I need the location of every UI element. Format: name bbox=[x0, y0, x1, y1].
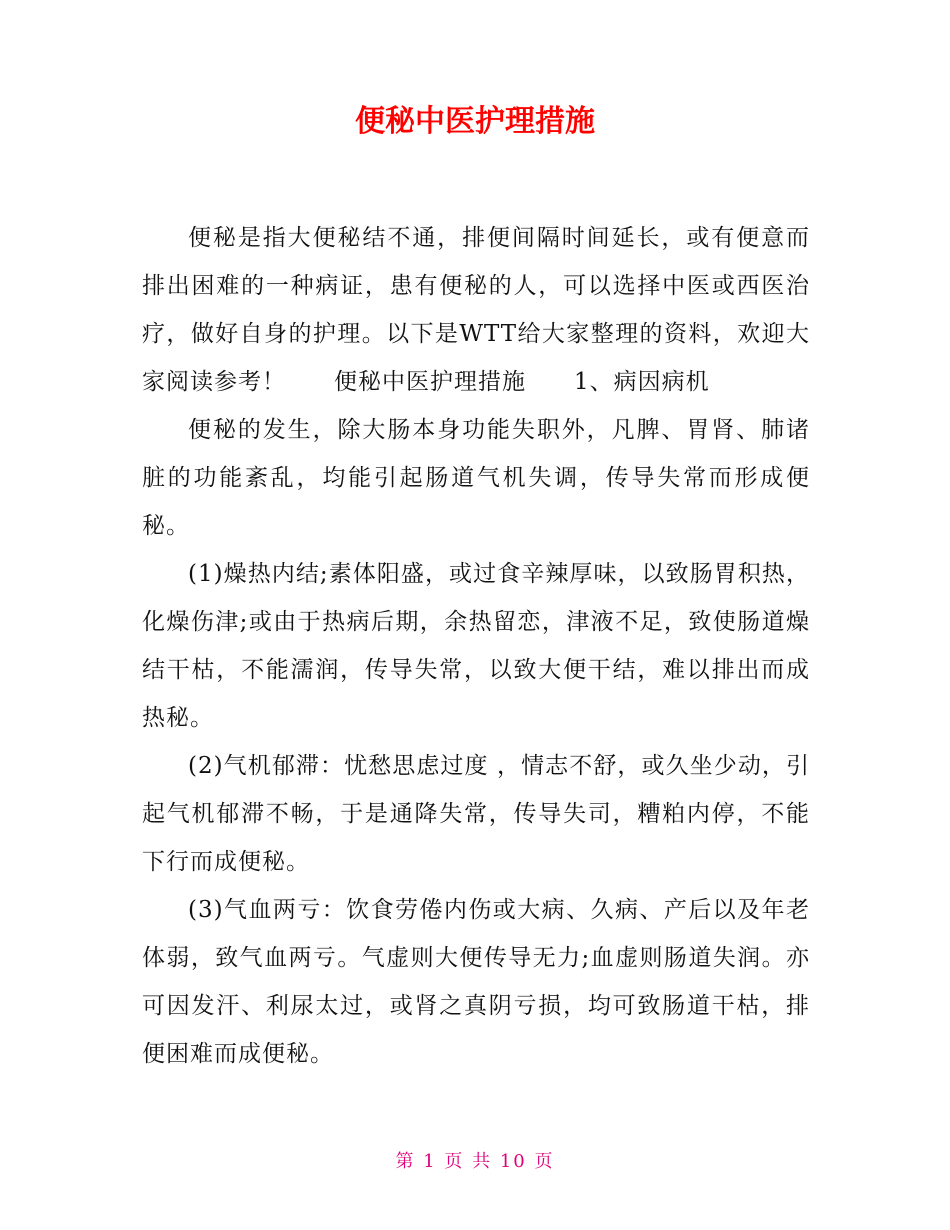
paragraph-intro: 便秘是指大便秘结不通，排便间隔时间延长，或有便意而排出困难的一种病证，患有便秘的人，可以选择中医或西医治疗，做好自身的护理。以下是WTT给大家整理的资料，欢迎大家阅读参考！ 便秘中医护理措施 1、病因病机 bbox=[142, 225, 810, 395]
paragraph-cause: 便秘的发生，除大肠本身功能失职外，凡脾、胃肾、肺诸脏的功能紊乱，均能引起肠道气机失调，传导失常而形成便秘。 bbox=[142, 417, 810, 539]
paragraph-qistagnation: (2)气机郁滞：忧愁思虑过度 ，情志不舒，或久坐少动，引起气机郁滞不畅，于是通降失常，传导失司，糟粕内停，不能下行而成便秘。 bbox=[142, 753, 810, 875]
paragraph-qiblooddeficiency: (3)气血两亏：饮食劳倦内伤或大病、久病、产后以及年老体弱，致气血两亏。气虚则大便传导无力;血虚则肠道失润。亦可因发汗、利尿太过，或肾之真阴亏损，均可致肠道干枯，排便困难而成便秘。 bbox=[142, 897, 810, 1067]
page-number-footer: 第 1 页 共 10 页 bbox=[395, 1151, 555, 1172]
document-body bbox=[142, 214, 810, 1078]
paragraph-dryheat: (1)燥热内结;素体阳盛，或过食辛辣厚味，以致肠胃积热，化燥伤津;或由于热病后期，余热留恋，津液不足，致使肠道燥结干枯，不能濡润，传导失常，以致大便干结，难以排出而成热秘。 bbox=[142, 561, 810, 731]
page-title: 便秘中医护理措施 bbox=[355, 104, 595, 139]
